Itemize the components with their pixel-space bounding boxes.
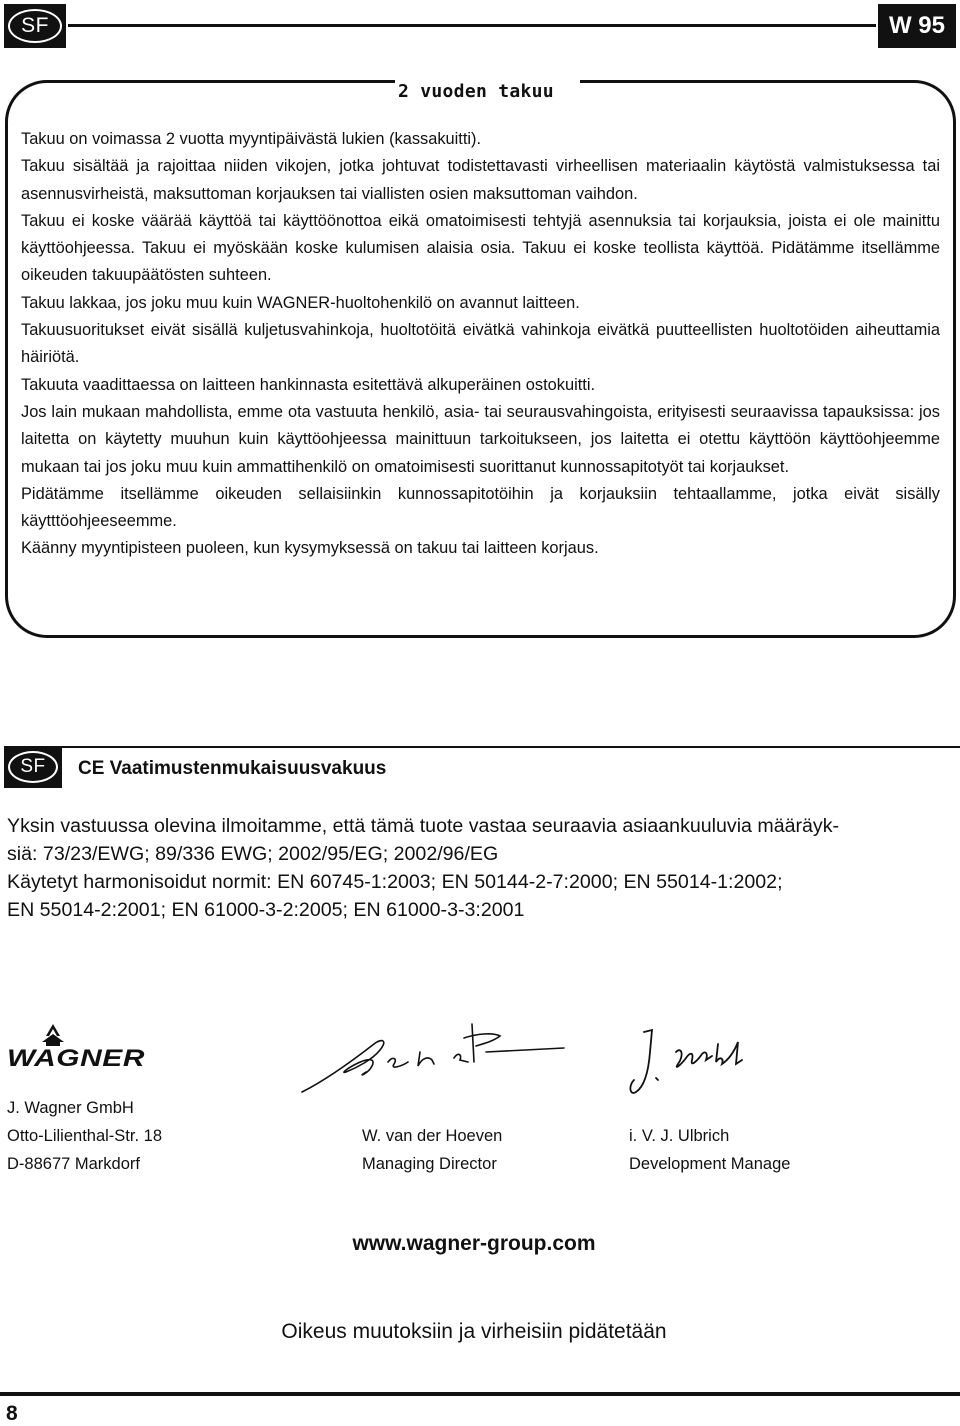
warranty-paragraph: Takuuta vaadittaessa on laitteen hankinnasta esitettävä alkuperäinen ostokuitti. (21, 375, 596, 394)
signatory-name: W. van der Hoeven (362, 1127, 503, 1145)
website-url: www.wagner-group.com (352, 1232, 596, 1255)
warranty-paragraph: Takuusuoritukset eivät sisällä kuljetusvahinkoja, huoltotöitä eivätkä vahinkoja eivätkä puutteellisten huoltotöiden aiheuttamia häiriötä. (21, 321, 940, 367)
warranty-paragraph: Takuu ei koske väärää käyttöä tai käyttöönottoa eikä omatoimisesti tehtyjä asennuksia tai korjauksia, joista ei ole mainittu käyttöohjeessa. Takuu ei myöskään koske kulumisen alaisia osia. Takuu ei koske teollista käyttöä. Pidätämme itsellämme oikeuden takuupäätösten suhteen. (21, 211, 940, 285)
ce-rule (62, 746, 960, 748)
company-street: Otto-Lilienthal-Str. 18 (7, 1127, 162, 1145)
warranty-paragraph: Takuu sisältää ja rajoittaa niiden vikojen, jotka johtuvat todistettavasti virheellisen materiaalin käytöstä valmistuksessa tai asennusvirheistä, maksuttoman korjauksen tai viallisten osien maksuttoman vaihdon. (21, 157, 940, 203)
model-label: W 95 (878, 4, 956, 48)
company-name: J. Wagner GmbH (7, 1099, 134, 1117)
language-badge (4, 4, 66, 48)
warranty-body (21, 126, 940, 563)
header-rule (68, 24, 876, 27)
ce-language-badge (4, 746, 62, 788)
page-number: 8 (6, 1402, 18, 1425)
signature-icon (624, 1022, 754, 1098)
company-block (7, 1094, 162, 1178)
warranty-paragraph: Takuu on voimassa 2 vuotta myyntipäivästä lukien (kassakuitti). (21, 130, 482, 148)
ce-language-badge-label: SF (8, 751, 58, 783)
signatory-block (362, 1122, 502, 1178)
signatory-block (629, 1122, 790, 1178)
warranty-title: 2 vuoden takuu (398, 81, 554, 102)
svg-text:WAGNER: WAGNER (7, 1045, 146, 1070)
footer-rule (0, 1392, 960, 1396)
ce-declaration (7, 812, 952, 924)
ce-line: siä: 73/23/EWG; 89/336 EWG; 2002/95/EG; 2002/96/EG (7, 843, 499, 865)
language-badge-label: SF (8, 9, 62, 43)
warranty-paragraph: Pidätämme itsellämme oikeuden sellaisiinkin kunnossapitotöihin ja korjauksiin tehtaallamme, jotka eivät sisälly käytttöohjeeseemme. (21, 484, 940, 531)
wagner-logo-icon (6, 1022, 146, 1070)
ce-line: EN 55014-2:2001; EN 61000-3-2:2005; EN 61000-3-3:2001 (7, 899, 525, 921)
signatory-role: Development Manage (629, 1155, 791, 1173)
warranty-paragraph: Takuu lakkaa, jos joku muu kuin WAGNER-huoltohenkilö on avannut laitteen. (21, 293, 580, 312)
warranty-paragraph: Käänny myyntipisteen puoleen, kun kysymyksessä on takuu tai laitteen korjaus. (21, 539, 599, 558)
signatory-role: Managing Director (362, 1155, 497, 1173)
warranty-paragraph: Jos lain mukaan mahdollista, emme ota vastuuta henkilö, asia- tai seurausvahingoista, erityisesti seuraavissa tapauksissa: jos laitetta on käytetty muuhun kuin käyttöohjeessa mainittuun tarkoitukseen, jos laitetta ei otettu käyttöön käyttöohjeemme mukaan tai jos joku muu kuin ammattihenkilö on omatoimisesti suorittanut kunnossapitotyöt tai korjaukset. (21, 402, 940, 476)
company-city: D-88677 Markdorf (7, 1155, 140, 1173)
disclaimer: Oikeus muutoksiin ja virheisiin pidätetään (281, 1320, 667, 1343)
ce-line: Käytetyt harmonisoidut normit: EN 60745-1:2003; EN 50144-2-7:2000; EN 55014-1:2002; (7, 871, 783, 893)
ce-line: Yksin vastuussa olevina ilmoitamme, että tämä tuote vastaa seuraavia asiaankuuluvia määräyk- (7, 815, 840, 837)
ce-title: CE Vaatimustenmukaisuusvakuus (78, 758, 387, 779)
signatory-name: i. V. J. Ulbrich (629, 1127, 730, 1145)
signature-icon (296, 1018, 568, 1098)
